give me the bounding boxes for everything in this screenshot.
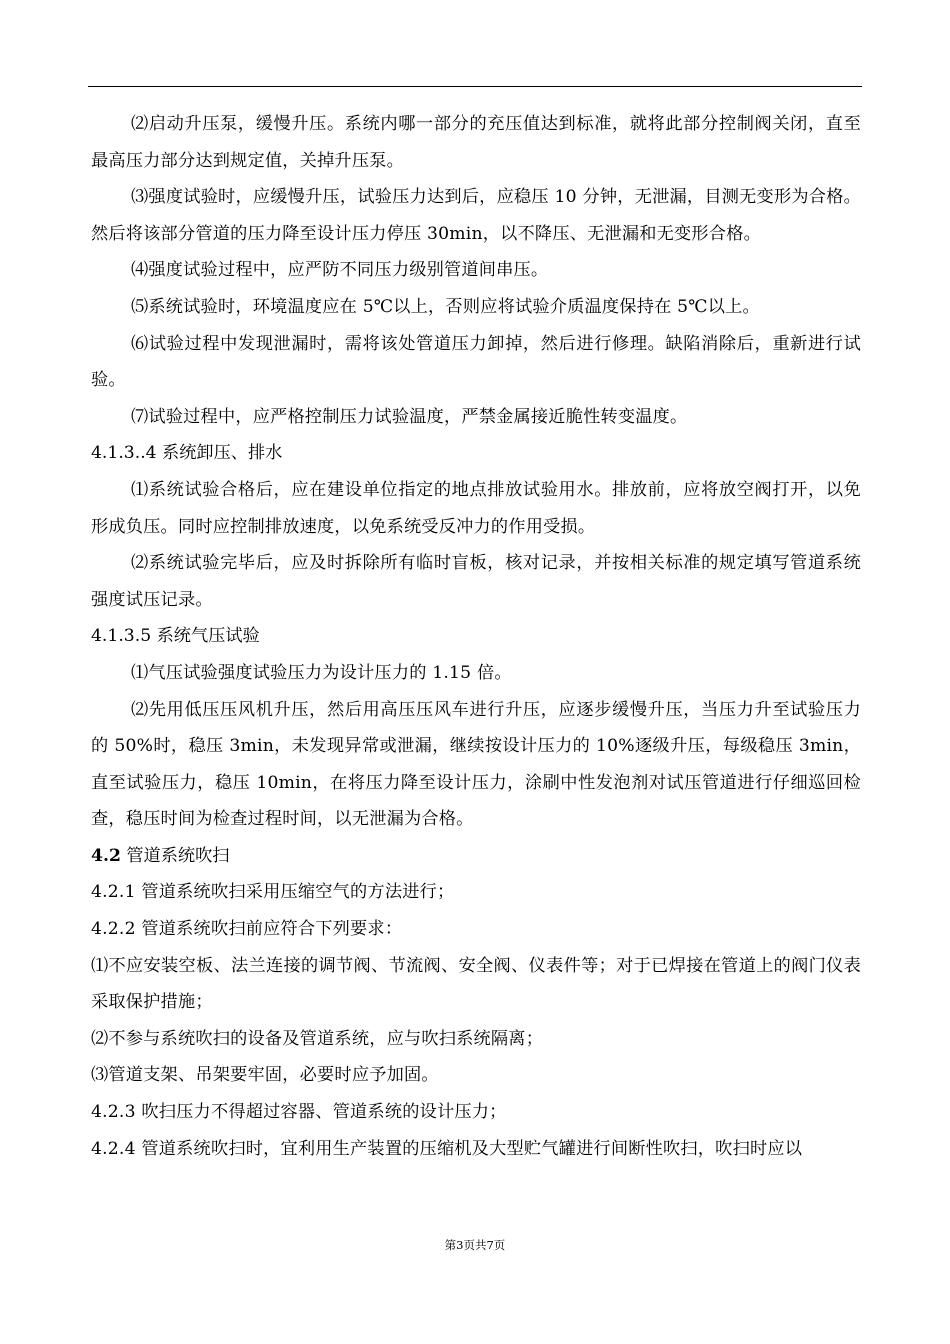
section-heading: 4.1.3.5 系统气压试验	[91, 626, 260, 647]
paragraph: ⑴系统试验合格后，应在建设单位指定的地点排放试验用水。排放前，应将放空阀打开，以免形成负压。同时应控制排放速度，以免系统受反冲力的作用受损。	[91, 479, 861, 537]
paragraph: ⑴不应安装空板、法兰连接的调节阀、节流阀、安全阀、仪表件等；对于已焊接在管道上的阀门仪表采取保护措施；	[91, 955, 861, 1013]
paragraph: 4.2.1 管道系统吹扫采用压缩空气的方法进行；	[91, 882, 455, 903]
header-rule	[88, 86, 862, 87]
section-title: 管道系统吹扫	[120, 845, 230, 866]
paragraph: ⑷强度试验过程中，应严防不同压力级别管道间串压。	[131, 260, 549, 281]
paragraph: ⑴气压试验强度试验压力为设计压力的 1.15 倍。	[131, 662, 512, 683]
paragraph: ⑵不参与系统吹扫的设备及管道系统，应与吹扫系统隔离；	[91, 1028, 544, 1049]
paragraph: ⑸系统试验时，环境温度应在 5℃以上，否则应将试验介质温度保持在 5℃以上。	[131, 296, 760, 317]
page-footer: 第3页共7页	[444, 1238, 506, 1252]
paragraph: ⑵先用低压压风机升压，然后用高压压风车进行升压，应逐步缓慢升压，当压力升至试验压力的 50%时，稳压 3min，未发现异常或泄漏，继续按设计压力的 10%逐级升压，每级稳压 3min，直至试验压力，稳压 10min，在将压力降至设计压力，涂刷中性发泡剂对试压管道进行仔细巡回检查，稳压时间为检查过程时间，以无泄漏为合格。	[91, 699, 861, 830]
document-body	[91, 106, 861, 1167]
paragraph: 4.2.2 管道系统吹扫前应符合下列要求：	[91, 919, 403, 940]
paragraph: ⑺试验过程中，应严格控制压力试验温度，严禁金属接近脆性转变温度。	[131, 406, 688, 427]
paragraph: 4.2.3 吹扫压力不得超过容器、管道系统的设计压力；	[91, 1102, 507, 1123]
section-heading: 4.1.3..4 系统卸压、排水	[91, 443, 283, 464]
section-number: 4.2	[91, 845, 121, 866]
paragraph: ⑵系统试验完毕后，应及时拆除所有临时盲板，核对记录，并按相关标准的规定填写管道系统强度试压记录。	[91, 553, 861, 610]
paragraph: ⑹试验过程中发现泄漏时，需将该处管道压力卸掉，然后进行修理。缺陷消除后，重新进行试验。	[91, 333, 861, 391]
paragraph: ⑶强度试验时，应缓慢升压，试验压力达到后，应稳压 10 分钟，无泄漏，目测无变形为合格。然后将该部分管道的压力降至设计压力停压 30min，以不降压、无泄漏和无变形合格。	[91, 187, 861, 244]
paragraph: 4.2.4 管道系统吹扫时，宜利用生产装置的压缩机及大型贮气罐进行间断性吹扫，吹扫时应以	[91, 1138, 803, 1159]
section-heading-bold	[91, 838, 861, 875]
paragraph: ⑵启动升压泵，缓慢升压。系统内哪一部分的充压值达到标准，就将此部分控制阀关闭，直至最高压力部分达到规定值，关掉升压泵。	[91, 114, 861, 171]
paragraph: ⑶管道支架、吊架要牢固，必要时应予加固。	[91, 1065, 439, 1086]
